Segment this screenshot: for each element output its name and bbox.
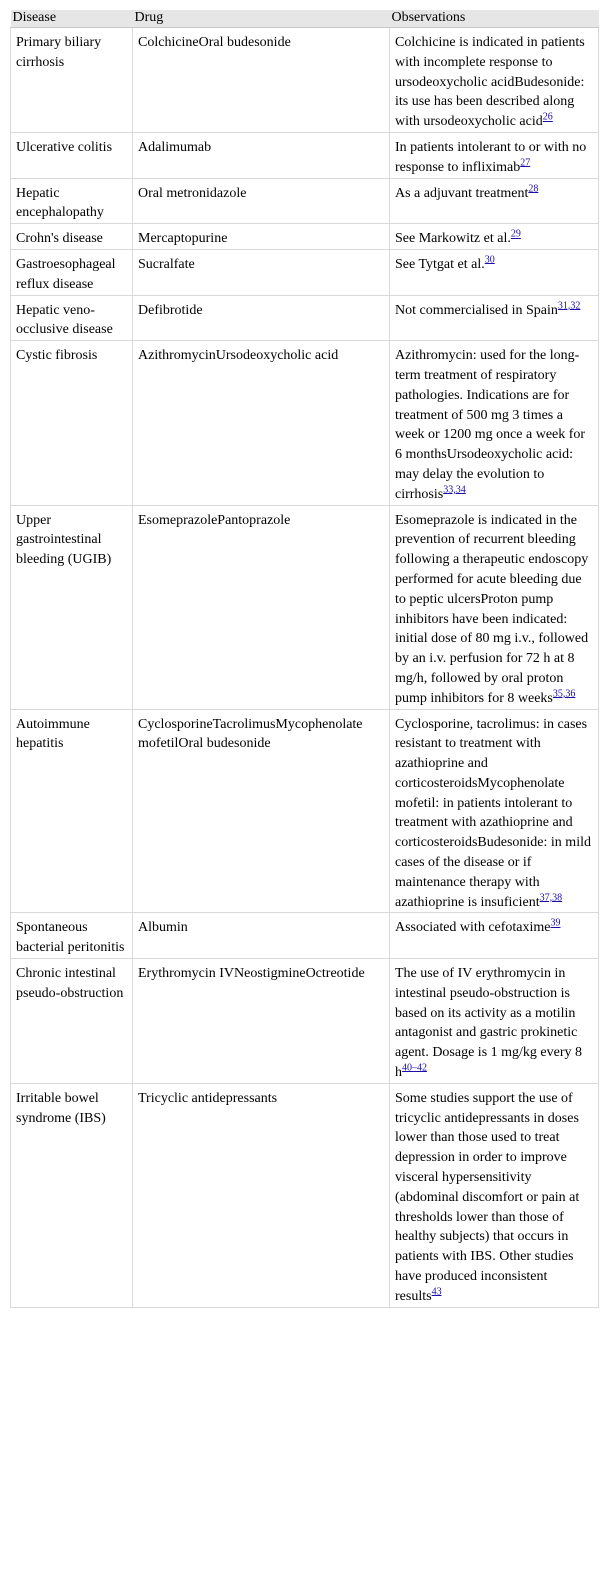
table-row <box>11 178 599 224</box>
cell-observations <box>390 178 599 224</box>
cell-drug: Mercaptopurine <box>133 224 390 250</box>
cell-disease: Chronic intestinal pseudo-obstruction <box>11 959 133 1084</box>
table-row <box>11 1083 599 1307</box>
cell-disease: Crohn's disease <box>11 224 133 250</box>
cell-drug: CyclosporineTacrolimusMycophenolate mofetilOral budesonide <box>133 709 390 913</box>
table-row <box>11 224 599 250</box>
cell-disease: Upper gastrointestinal bleeding (UGIB) <box>11 505 133 709</box>
table-row <box>11 28 599 133</box>
observation-text: The use of IV erythromycin in intestinal pseudo-obstruction is based on its activity as a motilin antagonist and gastric prokinetic agent. Dosage is 1 mg/kg every 8 h <box>395 966 583 1081</box>
cell-observations <box>390 224 599 250</box>
cell-observations <box>390 295 599 341</box>
observation-text: Some studies support the use of tricyclic antidepressants in doses lower than those used to treat depression in order to improve visceral hypersensitivity (abdominal discomfort or pain at thresholds lower than those of healthy subjects) that occurs in patients with IBS. Other studies have produced inconsistent results <box>395 1090 580 1304</box>
observation-text: Colchicine is indicated in patients with incomplete response to ursodeoxycholic acidBudesonide: its use has been described along with ursodeoxycholic acid <box>395 35 585 130</box>
cell-drug: AzithromycinUrsodeoxycholic acid <box>133 341 390 505</box>
cell-drug: Albumin <box>133 913 390 959</box>
observation-text: Esomeprazole is indicated in the prevention of recurrent bleeding following a therapeutic endoscopy performed for acute bleeding due to peptic ulcersProton pump inhibitors have been indicated: initial dose of 80 mg i.v., followed by an i.v. perfusion for 72 h at 8 mg/h, followed by oral proton pump inhibitors for 8 weeks <box>395 512 589 706</box>
reference-link[interactable]: 37,38 <box>539 892 563 904</box>
cell-observations <box>390 249 599 295</box>
reference-link[interactable]: 29 <box>510 228 521 240</box>
reference-link[interactable]: 31,32 <box>557 299 581 311</box>
cell-disease: Hepatic veno-occlusive disease <box>11 295 133 341</box>
table-row <box>11 959 599 1084</box>
observation-text: See Markowitz et al. <box>395 231 511 247</box>
cell-disease: Gastroesophageal reflux disease <box>11 249 133 295</box>
cell-disease: Ulcerative colitis <box>11 132 133 178</box>
cell-disease: Hepatic encephalopathy <box>11 178 133 224</box>
observation-text: Not commercialised in Spain <box>395 302 558 318</box>
observation-text: Associated with cefotaxime <box>395 920 551 936</box>
table-row <box>11 913 599 959</box>
cell-drug: EsomeprazolePantoprazole <box>133 505 390 709</box>
table-row <box>11 505 599 709</box>
reference-link[interactable]: 30 <box>484 254 495 266</box>
cell-drug: Defibrotide <box>133 295 390 341</box>
observation-text: See Tytgat et al. <box>395 256 485 272</box>
cell-drug: Sucralfate <box>133 249 390 295</box>
table-row <box>11 132 599 178</box>
cell-drug: Adalimumab <box>133 132 390 178</box>
observation-text: As a adjuvant treatment <box>395 185 529 201</box>
table-row <box>11 709 599 913</box>
cell-drug: Tricyclic antidepressants <box>133 1083 390 1307</box>
observation-text: Azithromycin: used for the long-term treatment of respiratory pathologies. Indications are for treatment of 500 mg 3 times a week or 1200 mg once a week for 6 monthsUrsodeoxycholic acid: may delay the evolution to cirrhosis <box>395 348 586 502</box>
header-disease: Disease <box>11 10 133 28</box>
cell-observations <box>390 709 599 913</box>
reference-link[interactable]: 27 <box>520 157 531 169</box>
header-drug: Drug <box>133 10 390 28</box>
table-row <box>11 341 599 505</box>
reference-link[interactable]: 33,34 <box>443 484 466 496</box>
cell-observations <box>390 959 599 1084</box>
reference-link[interactable]: 40–42 <box>402 1062 427 1074</box>
cell-observations <box>390 341 599 505</box>
observation-text: In patients intolerant to or with no response to infliximab <box>395 139 587 175</box>
header-observations: Observations <box>390 10 599 28</box>
table-row <box>11 249 599 295</box>
cell-disease: Cystic fibrosis <box>11 341 133 505</box>
reference-link[interactable]: 28 <box>528 182 539 194</box>
cell-observations <box>390 1083 599 1307</box>
observation-text: Cyclosporine, tacrolimus: in cases resistant to treatment with azathioprine and corticosteroidsMycophenolate mofetil: in patients intolerant to treatment with azathioprine and corticosteroidsBudesonide: in mild cases of the disease or if maintenance therapy with azathioprine is insuficient <box>395 716 591 910</box>
cell-disease: Irritable bowel syndrome (IBS) <box>11 1083 133 1307</box>
reference-link[interactable]: 43 <box>431 1286 442 1298</box>
table-header <box>11 10 599 28</box>
table-row <box>11 295 599 341</box>
cell-observations <box>390 505 599 709</box>
cell-disease: Spontaneous bacterial peritonitis <box>11 913 133 959</box>
cell-drug: ColchicineOral budesonide <box>133 28 390 133</box>
reference-link[interactable]: 26 <box>542 111 553 123</box>
reference-link[interactable]: 39 <box>550 917 561 929</box>
reference-link[interactable]: 35,36 <box>552 688 576 700</box>
cell-observations <box>390 913 599 959</box>
cell-disease: Autoimmune hepatitis <box>11 709 133 913</box>
cell-observations <box>390 132 599 178</box>
table-body <box>11 28 599 1308</box>
drug-table <box>10 10 599 1308</box>
cell-disease: Primary biliary cirrhosis <box>11 28 133 133</box>
cell-observations <box>390 28 599 133</box>
cell-drug: Oral metronidazole <box>133 178 390 224</box>
cell-drug: Erythromycin IVNeostigmineOctreotide <box>133 959 390 1084</box>
header-row <box>11 10 599 28</box>
